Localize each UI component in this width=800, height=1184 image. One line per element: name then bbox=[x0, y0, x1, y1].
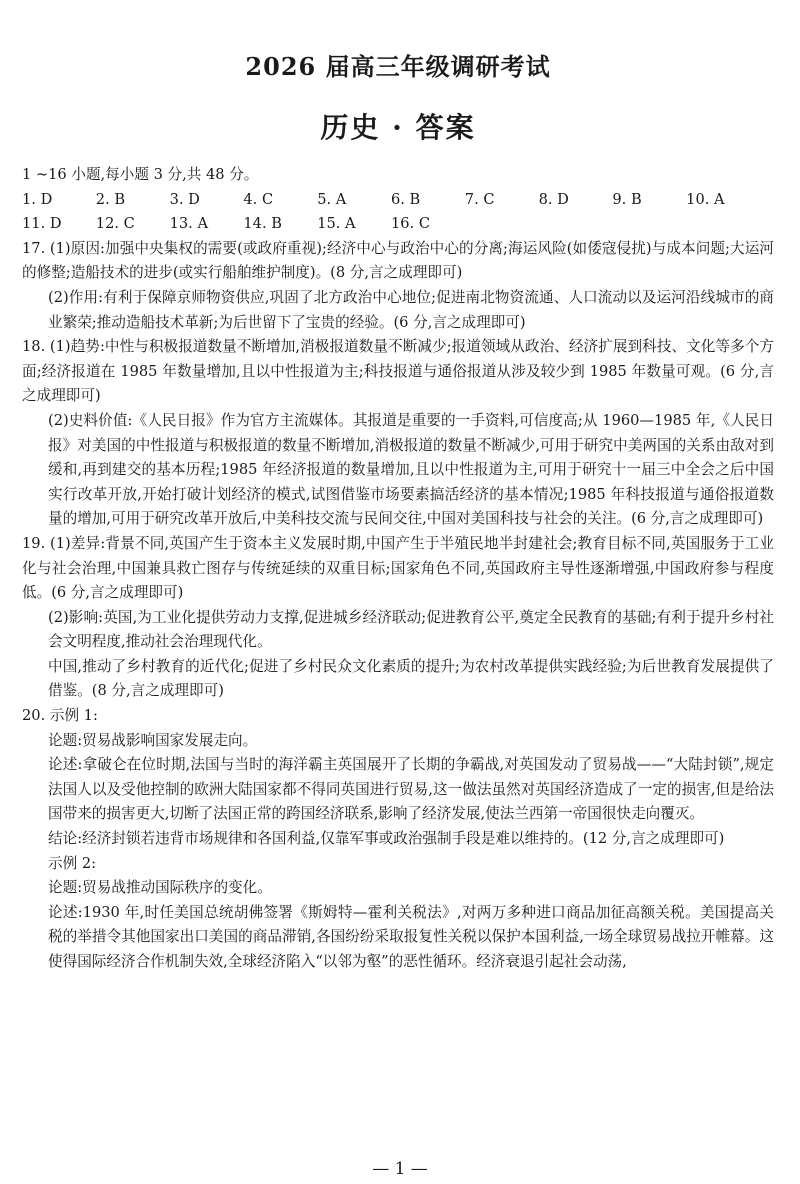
q20-example2-thesis: 论题:贸易战推动国际秩序的变化。 bbox=[48, 879, 272, 897]
mc-answer: 15. A bbox=[317, 215, 356, 233]
q19-part1: 19. (1)差异:背景不同,英国产生于资本主义发展时期,中国产生于半殖民地半封建社会;教育目标不同,英国服务于工业化与社会治理,中国兼具救亡图存与传统延续的双重目标;国家角色不同,英国政府主导性逐渐增强,中国政府参与程度低。(6 分,言之成理即可) bbox=[22, 534, 774, 602]
q17-part2: (2)作用:有利于保障京师物资供应,巩固了北方政治中心地位;促进南北物资流通、人口流动以及运河沿线城市的商业繁荣;推动造船技术革新;为后世留下了宝贵的经验。(6 分,言之成理即可) bbox=[48, 288, 774, 331]
q17-part1: 17. (1)原因:加强中央集权的需要(或政府重视);经济中心与政治中心的分离;海运风险(如倭寇侵扰)与成本问题;大运河的修整;造船技术的进步(或实行船舶维护制度)。(8 分,言之成理即可) bbox=[22, 239, 774, 282]
mc-answer: 16. C bbox=[390, 215, 430, 233]
q19-part2-china: 中国,推动了乡村教育的近代化;促进了乡村民众文化素质的提升;为农村改革提供实践经验;为后世教育发展提供了借鉴。(8 分,言之成理即可) bbox=[48, 657, 774, 700]
q20-example2-argument: 论述:1930 年,时任美国总统胡佛签署《斯姆特—霍利关税法》,对两万多种进口商品加征高额关税。美国提高关税的举措令其他国家出口美国的商品滞销,各国纷纷采取报复性关税以保护本国利益,一场全球贸易战拉开帷幕。这使得国际经济合作机制失效,全球经济陷入“以邻为壑”的恶性循环。经济衰退引起社会动荡, bbox=[48, 903, 774, 970]
page-number: — 1 — bbox=[372, 1159, 428, 1179]
mc-answer: 6. B bbox=[390, 190, 421, 208]
mc-answer: 3. D bbox=[169, 190, 200, 208]
mc-answer: 5. A bbox=[317, 190, 347, 208]
q20-label: 20. 示例 1: bbox=[22, 707, 98, 725]
mc-answer: 11. D bbox=[22, 215, 62, 233]
mc-answer: 7. C bbox=[464, 190, 495, 208]
mc-answer: 4. C bbox=[243, 190, 274, 208]
q18-part1: 18. (1)趋势:中性与积极报道数量不断增加,消极报道数量不断减少;报道领域从政治、经济扩展到科技、文化等多个方面;经济报道在 1985 年数量增加,且以中性报道为主;科技报道与通俗报道从涉及较少到 1985 年数量可观。(6 分,言之成理即可) bbox=[22, 338, 774, 405]
q20-example1-thesis: 论题:贸易战影响国家发展走向。 bbox=[48, 731, 258, 749]
q20-example1-conclusion: 结论:经济封锁若违背市场规律和各国利益,仅靠军事或政治强制手段是难以维持的。(12 分,言之成理即可) bbox=[48, 830, 725, 848]
mc-answer: 9. B bbox=[612, 190, 642, 208]
q20-example2-label: 示例 2: bbox=[48, 854, 97, 872]
exam-title: 2026 届高三年级调研考试 bbox=[245, 52, 551, 81]
subject-title: 历史 · 答案 bbox=[320, 111, 476, 144]
mc-heading: 1 ~16 小题,每小题 3 分,共 48 分。 bbox=[22, 166, 259, 183]
q19-part2: (2)影响:英国,为工业化提供劳动力支撑,促进城乡经济联动;促进教育公平,奠定全民教育的基础;有利于提升乡村社会文明程度,推动社会治理现代化。 bbox=[48, 608, 774, 651]
mc-answer: 2. B bbox=[95, 190, 126, 208]
mc-answer-row-2 bbox=[22, 212, 774, 237]
mc-answer: 13. A bbox=[169, 215, 208, 233]
mc-answer-row-1 bbox=[22, 188, 774, 213]
mc-answer: 8. D bbox=[538, 190, 569, 208]
mc-answer: 14. B bbox=[243, 215, 282, 233]
q18-part2: (2)史料价值:《人民日报》作为官方主流媒体。其报道是重要的一手资料,可信度高;从 1960—1985 年,《人民日报》对美国的中性报道与积极报道的数量不断增加,消极报道的数量不断减少,可用于研究中美两国的关系由敌对到缓和,再到建交的基本历程;1985 年经济报道的数量增加,且以中性报道为主,可用于研究十一届三中全会之后中国实行改革开放,开始打破计划经济的模式,试图借鉴市场要素搞活经济的基本情况;1985 年科技报道与通俗报道数量的增加,可用于研究改革开放后,中美科技交流与民间交往,中国对美国科技与社会的关注。(6 分,言之成理即可) bbox=[48, 411, 774, 528]
answer-content bbox=[22, 163, 774, 975]
mc-answer: 10. A bbox=[686, 190, 725, 208]
q20-example1-argument: 论述:拿破仑在位时期,法国与当时的海洋霸主英国展开了长期的争霸战,对英国发动了贸易战——“大陆封锁”,规定法国人以及受他控制的欧洲大陆国家都不得同英国进行贸易,这一做法虽然对英国经济造成了一定的损害,但是给法国带来的损害更大,切断了法国正常的跨国经济联系,影响了经济发展,使法兰西第一帝国很快走向覆灭。 bbox=[48, 756, 774, 823]
mc-answer: 1. D bbox=[22, 190, 53, 208]
mc-answer: 12. C bbox=[95, 215, 135, 233]
